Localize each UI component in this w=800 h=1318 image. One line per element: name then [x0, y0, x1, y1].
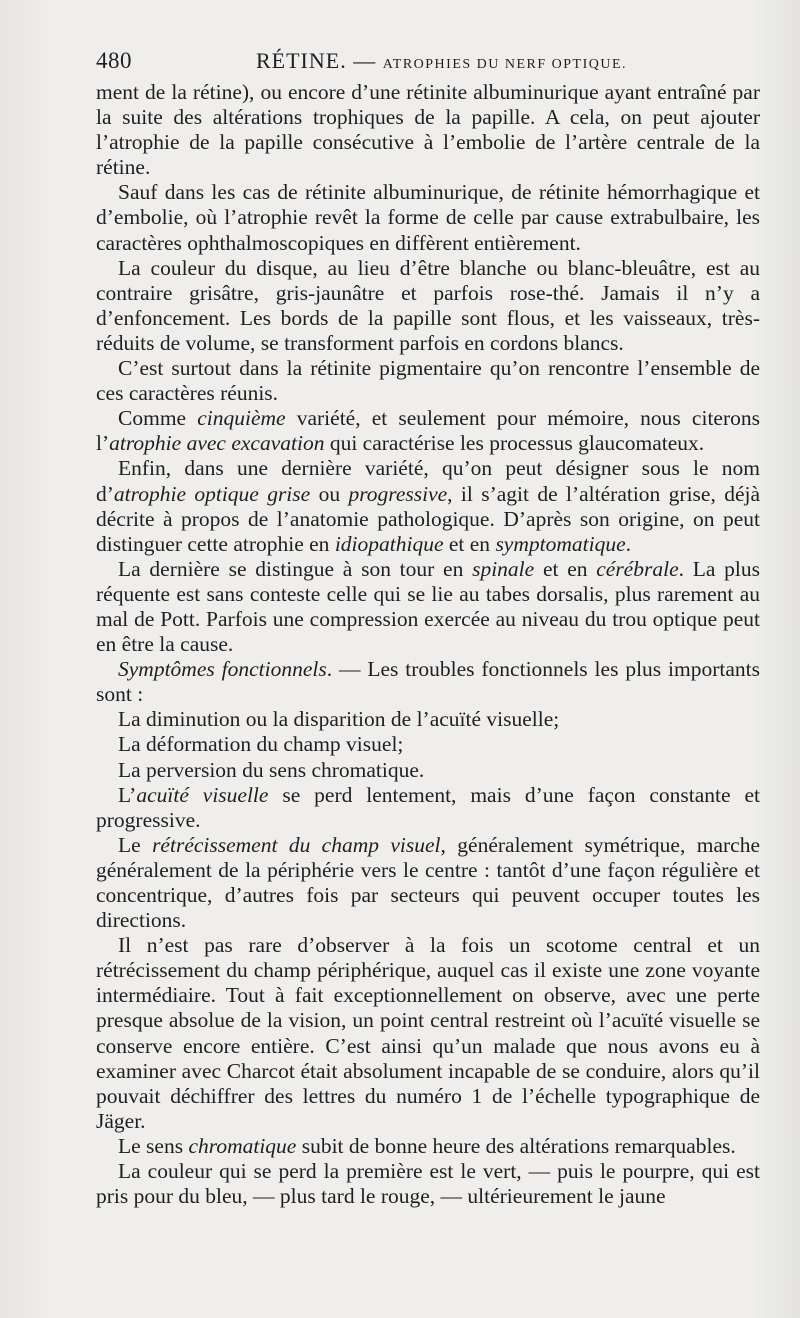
text-run: La diminution ou la disparition de l’acuïté visuelle;	[118, 707, 560, 732]
text-run: La perversion du sens chromatique.	[118, 757, 425, 782]
text-run: Il n’est pas rare d’observer à la fois un scotome central et un rétrécissement du champ périphérique, auquel cas il existe une zone voyante intermédiaire. Tout à fait exceptionnellement on observe, avec une perte presque absolue de la vision, un point central restreint où l’acuïté visuelle se conserve encore entière. C’est ainsi qu’un malade que nous avons eu à examiner avec Charcot était absolument incapable de se conduire, alors qu’il pouvait déchiffrer des lettres du numéro 1 de l’échelle typographique de Jäger.	[96, 933, 760, 1133]
page-header	[96, 46, 758, 76]
text-run: La couleur qui se perd la première est le vert, — puis le pourpre, qui est pris pour du bleu, — plus tard le rouge, — ultérieurement le jaune	[96, 1159, 760, 1209]
text-run: C’est surtout dans la rétinite pigmentaire qu’on rencontre l’ensemble de ces caractères réunis.	[96, 356, 760, 406]
italic-text: chromatique	[188, 1133, 297, 1158]
paragraph	[96, 80, 760, 180]
text-run: L’	[118, 782, 137, 807]
italic-text: cinquième	[197, 406, 286, 431]
running-title-main: RÉTINE.	[256, 48, 347, 73]
text-run: Sauf dans les cas de rétinite albuminurique, de rétinite hémorrhagique et d’embolie, où l’atrophie revêt la forme de celle par cause extrabulbaire, les caractères ophthalmoscopiques en diffèrent entièrement.	[96, 180, 760, 255]
italic-text: symptomatique	[495, 531, 626, 556]
text-run: Le sens	[118, 1133, 189, 1158]
text-run: ment de la rétine), ou encore d’une rétinite albuminurique ayant entraîné par la suite des altérations trophiques de la papille. A cela, on peut ajouter l’atrophie de la papille consécutive à l’embolie de l’artère centrale de la rétine.	[96, 80, 760, 180]
paragraph	[96, 1134, 760, 1159]
paragraph	[96, 657, 760, 707]
text-run: qui caractérise les processus glaucomateux.	[324, 431, 705, 456]
paragraph	[96, 456, 760, 556]
paragraph	[96, 356, 760, 406]
paragraph	[96, 783, 760, 833]
paragraph	[96, 933, 760, 1134]
italic-text: cérébrale	[596, 556, 679, 581]
text-run: se perd lentement, mais d’une façon constante et progressive.	[96, 782, 760, 832]
paragraph	[96, 180, 760, 255]
running-title-sub: ATROPHIES DU NERF OPTIQUE.	[382, 57, 628, 72]
page-number: 480	[96, 48, 132, 73]
text-run: ou	[310, 481, 349, 506]
italic-text: acuïté visuelle	[136, 782, 269, 807]
text-run: . La plus réquente est sans conteste celle qui se lie au tabes dorsalis, plus rarement au mal de Pott. Parfois une compression exercée au niveau du trou optique peut en être la cause.	[96, 556, 760, 657]
paragraph	[96, 833, 760, 933]
text-run: La couleur du disque, au lieu d’être blanche ou blanc-bleuâtre, est au contraire grisâtre, gris-jaunâtre et parfois rose-thé. Jamais il n’y a d’enfoncement. Les bords de la papille sont flous, et les vaisseaux, très-réduits de volume, se transforment parfois en cordons blancs.	[96, 255, 760, 355]
list-item	[96, 707, 760, 732]
text-run: .	[625, 531, 631, 556]
text-run: Le	[118, 832, 153, 857]
running-title-separator: —	[353, 48, 377, 73]
paragraph	[96, 557, 760, 657]
italic-text: rétrécissement du champ visuel	[152, 832, 441, 857]
paragraph	[96, 406, 760, 456]
italic-text: Symptômes fonctionnels	[118, 657, 327, 682]
text-run: Comme	[118, 406, 198, 431]
text-run: , il s’agit de l’altération grise, déjà décrite à propos de l’anatomie pathologique. D’après son origine, on peut distinguer cette atrophie en	[96, 481, 761, 556]
text-run: et en	[534, 556, 597, 581]
italic-text: atrophie optique grise	[113, 481, 311, 506]
italic-text: idiopathique	[334, 531, 444, 556]
paragraph	[96, 256, 760, 356]
text-run: . — Les troubles fonctionnels les plus importants sont :	[96, 657, 760, 707]
running-title	[256, 48, 627, 74]
text-run: subit de bonne heure des altérations remarquables.	[296, 1133, 736, 1158]
italic-text: spinale	[472, 556, 535, 581]
paragraph	[96, 1159, 760, 1209]
italic-text: atrophie avec excavation	[109, 431, 325, 456]
body-text	[96, 80, 760, 1209]
italic-text: progressive	[348, 481, 448, 506]
list-item	[96, 758, 760, 783]
text-run: Enfin, dans une dernière variété, qu’on peut désigner sous le nom d’	[96, 456, 760, 506]
text-run: La déformation du champ visuel;	[118, 732, 404, 757]
list-item	[96, 732, 760, 757]
text-run: et en	[443, 531, 496, 556]
text-run: La dernière se distingue à son tour en	[118, 556, 473, 581]
text-run: , généralement symétrique, marche généralement de la périphérie vers le centre : tantôt d’une façon régulière et concentrique, d’autres fois par secteurs qui peuvent occuper toutes les directions.	[96, 832, 760, 933]
text-run: variété, et seulement pour mémoire, nous citerons l’	[96, 406, 760, 456]
